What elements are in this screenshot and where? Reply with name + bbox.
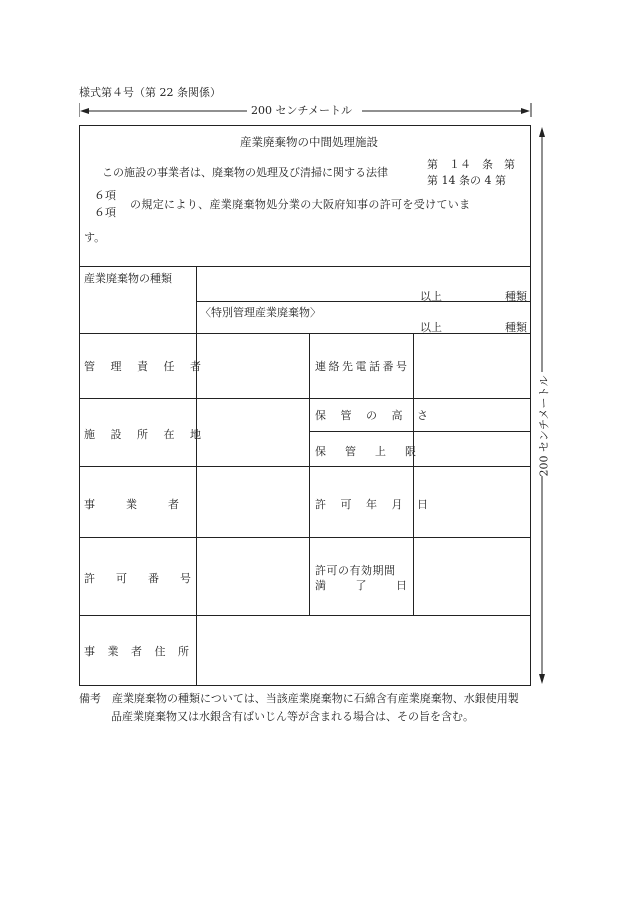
validity-period-label: 許可の有効期間 bbox=[315, 564, 396, 577]
waste-type-kinds: 種類 bbox=[505, 290, 527, 303]
paragraph-option-a: ６項 bbox=[94, 189, 116, 202]
storage-height-label: 保 管 の 高 さ bbox=[315, 409, 434, 422]
sign-board bbox=[79, 125, 531, 686]
sign-title: 産業廃棄物の中間処理施設 bbox=[240, 135, 378, 149]
vertical-dimension-label: 200 センチメートル bbox=[537, 375, 551, 477]
special-waste-kinds: 種類 bbox=[505, 321, 527, 334]
horizontal-dimension-label: 200 センチメートル bbox=[251, 104, 353, 117]
article-option-a: 第 １４ 条 第 bbox=[427, 158, 515, 171]
contact-phone-label: 連絡先電話番号 bbox=[315, 360, 410, 373]
sign-intro: この施設の事業者は、廃棄物の処理及び清掃に関する法律 bbox=[102, 166, 388, 179]
remarks-line-2: 品産業廃棄物又は水銀含有ばいじん等が含まれる場合は、その旨を含む。 bbox=[111, 710, 474, 723]
remarks bbox=[79, 690, 539, 726]
facility-location-label: 施 設 所 在 地 bbox=[84, 428, 207, 441]
form-number-label: 様式第４号（第 22 条関係） bbox=[79, 86, 221, 99]
horizontal-dimension bbox=[79, 103, 532, 117]
waste-type-above: 以上 bbox=[420, 290, 442, 303]
special-waste-label: 〈特別管理産業廃棄物〉 bbox=[200, 306, 321, 319]
waste-type-label: 産業廃棄物の種類 bbox=[84, 272, 172, 285]
vertical-dimension bbox=[533, 126, 551, 685]
permit-date-label: 許 可 年 月 日 bbox=[315, 498, 434, 511]
sign-continuation: の規定により、産業廃棄物処分業の大阪府知事の許可を受けていま bbox=[130, 198, 471, 211]
remarks-line-1: 備考 産業廃棄物の種類については、当該産業廃棄物に石綿含有産業廃棄物、水銀使用製 bbox=[79, 692, 519, 705]
manager-label: 管 理 責 任 者 bbox=[84, 360, 207, 373]
paragraph-option-b: ６項 bbox=[94, 206, 116, 219]
expiry-date-label: 満 了 日 bbox=[315, 579, 410, 592]
special-waste-above: 以上 bbox=[420, 321, 442, 334]
permit-number-label: 許 可 番 号 bbox=[84, 572, 196, 585]
article-option-b: 第 14 条の 4 第 bbox=[427, 174, 506, 187]
sign-ending: す。 bbox=[84, 231, 106, 244]
storage-limit-label: 保 管 上 限 bbox=[315, 445, 420, 458]
operator-address-label: 事 業 者 住 所 bbox=[84, 645, 194, 658]
business-operator-label: 事 業 者 bbox=[84, 498, 182, 511]
